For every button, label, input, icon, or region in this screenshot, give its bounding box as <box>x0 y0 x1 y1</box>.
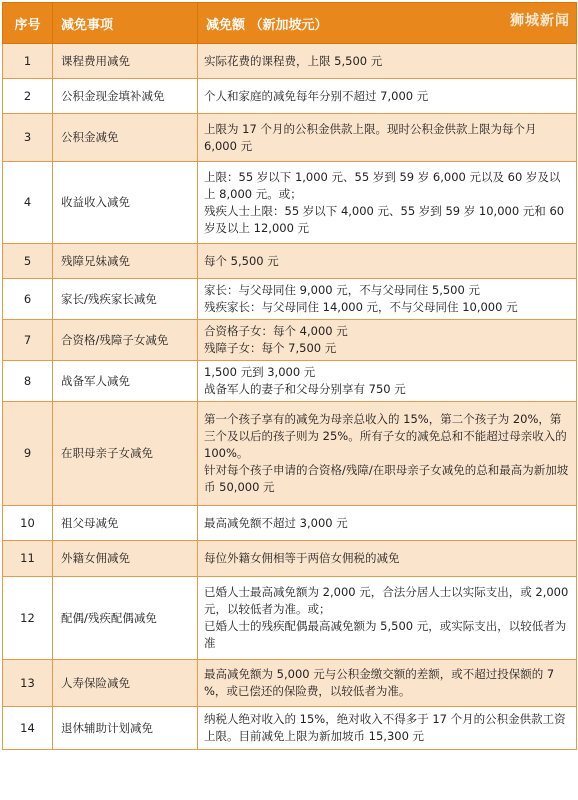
relief-amount-line: 已婚人士的残疾配偶最高减免额为 5,500 元，或实际支出，以较低者为准 <box>204 619 567 650</box>
relief-item: 配偶/残疾配偶减免 <box>53 577 198 660</box>
relief-item: 在职母亲子女减免 <box>53 402 198 506</box>
relief-amount <box>198 541 577 577</box>
row-number: 6 <box>3 279 53 320</box>
tax-relief-table <box>2 2 577 750</box>
relief-item: 课程费用减免 <box>53 44 198 79</box>
row-number: 9 <box>3 402 53 506</box>
relief-item: 公积金减免 <box>53 114 198 162</box>
row-number: 11 <box>3 541 53 577</box>
header-num: 序号 <box>3 3 53 44</box>
relief-amount-line: 最高减免额为 5,000 元与公积金缴交额的差额，或不超过投保额的 7 %，或已偿还的保险费，以较低者为准。 <box>204 667 555 698</box>
table-row <box>3 279 577 320</box>
relief-item: 祖父母减免 <box>53 506 198 541</box>
table-row <box>3 577 577 660</box>
relief-table-page <box>2 2 576 750</box>
relief-amount <box>198 577 577 660</box>
relief-item: 合资格/残障子女减免 <box>53 320 198 361</box>
relief-item: 战备军人减免 <box>53 361 198 402</box>
relief-amount-line: 残疾家长：与父母同住 14,000 元，不与父母同住 10,000 元 <box>204 300 518 314</box>
relief-amount <box>198 660 577 707</box>
relief-amount-line: 每个 5,500 元 <box>204 253 279 268</box>
relief-amount <box>198 320 577 361</box>
table-row <box>3 361 577 402</box>
row-number: 3 <box>3 114 53 162</box>
table-row <box>3 320 577 361</box>
relief-amount-line: 针对每个孩子申请的合资格/残障/在职母亲子女减免的总和最高为新加坡币 50,000 元 <box>204 463 569 494</box>
relief-amount-line: 上限为 17 个月的公积金供款上限。现时公积金供款上限为每个月 6,000 元 <box>204 121 537 153</box>
row-number: 8 <box>3 361 53 402</box>
relief-amount-line: 上限：55 岁以下 1,000 元、55 岁到 59 岁 6,000 元以及 60 岁及以上 8,000 元。或； <box>204 169 561 201</box>
relief-amount-line: 第一个孩子享有的减免为母亲总收入的 15%，第二个孩子为 20%，第三个及以后的孩子则为 25%。所有子女的减免总和不能超过母亲收入的 100%。 <box>204 412 567 460</box>
relief-amount-line: 战备军人的妻子和父母分别享有 750 元 <box>204 382 406 396</box>
relief-amount-line: 每位外籍女佣相等于两倍女佣税的减免 <box>204 551 400 565</box>
relief-item: 家长/残疾家长减免 <box>53 279 198 320</box>
header-item: 减免事项 <box>53 3 198 44</box>
relief-amount <box>198 114 577 162</box>
relief-amount-line: 最高减免额不超过 3,000 元 <box>204 515 348 530</box>
relief-amount <box>198 244 577 279</box>
table-row <box>3 402 577 506</box>
row-number: 13 <box>3 660 53 707</box>
relief-amount-line: 已婚人士最高减免额为 2,000 元，合法分居人士以实际支出，或 2,000 元，以较低者为准。或； <box>204 585 569 616</box>
relief-amount-line: 纳税人绝对收入的 15%，绝对收入不得多于 17 个月的公积金供款工资上限。目前减免上限为新加坡币 15,300 元 <box>204 712 566 743</box>
table-row <box>3 162 577 244</box>
row-number: 7 <box>3 320 53 361</box>
relief-amount-line: 实际花费的课程费，上限 5,500 元 <box>204 53 383 68</box>
relief-amount <box>198 162 577 244</box>
relief-amount <box>198 361 577 402</box>
relief-amount-line: 合资格子女：每个 4,000 元 <box>204 324 348 338</box>
row-number: 5 <box>3 244 53 279</box>
row-number: 14 <box>3 707 53 750</box>
table-row <box>3 707 577 750</box>
relief-amount <box>198 44 577 79</box>
row-number: 2 <box>3 79 53 114</box>
relief-amount <box>198 79 577 114</box>
table-row <box>3 660 577 707</box>
relief-item: 人寿保险减免 <box>53 660 198 707</box>
row-number: 12 <box>3 577 53 660</box>
header-amount: 减免额 （新加坡元） <box>198 3 577 44</box>
relief-amount <box>198 279 577 320</box>
watermark: 狮城新闻 <box>510 13 570 29</box>
relief-amount-line: 1,500 元到 3,000 元 <box>204 365 316 379</box>
table-header-row <box>3 3 577 44</box>
row-number: 4 <box>3 162 53 244</box>
relief-amount-line: 个人和家庭的减免每年分别不超过 7,000 元 <box>204 88 429 103</box>
relief-amount-line: 残障子女：每个 7,500 元 <box>204 341 337 355</box>
relief-item: 公积金现金填补减免 <box>53 79 198 114</box>
row-number: 10 <box>3 506 53 541</box>
relief-amount <box>198 402 577 506</box>
table-row <box>3 506 577 541</box>
relief-amount <box>198 707 577 750</box>
table-row <box>3 244 577 279</box>
table-row <box>3 79 577 114</box>
relief-item: 退休辅助计划减免 <box>53 707 198 750</box>
relief-item: 收益收入减免 <box>53 162 198 244</box>
table-body <box>3 44 577 750</box>
table-row <box>3 541 577 577</box>
relief-amount-line: 家长：与父母同住 9,000 元，不与父母同住 5,500 元 <box>204 283 480 297</box>
table-row <box>3 114 577 162</box>
table-row <box>3 44 577 79</box>
relief-amount <box>198 506 577 541</box>
row-number: 1 <box>3 44 53 79</box>
relief-amount-line: 残疾人士上限：55 岁以下 4,000 元、55 岁到 59 岁 10,000 元和 60 岁及以上 12,000 元 <box>204 203 565 235</box>
relief-item: 外籍女佣减免 <box>53 541 198 577</box>
relief-item: 残障兄妹减免 <box>53 244 198 279</box>
